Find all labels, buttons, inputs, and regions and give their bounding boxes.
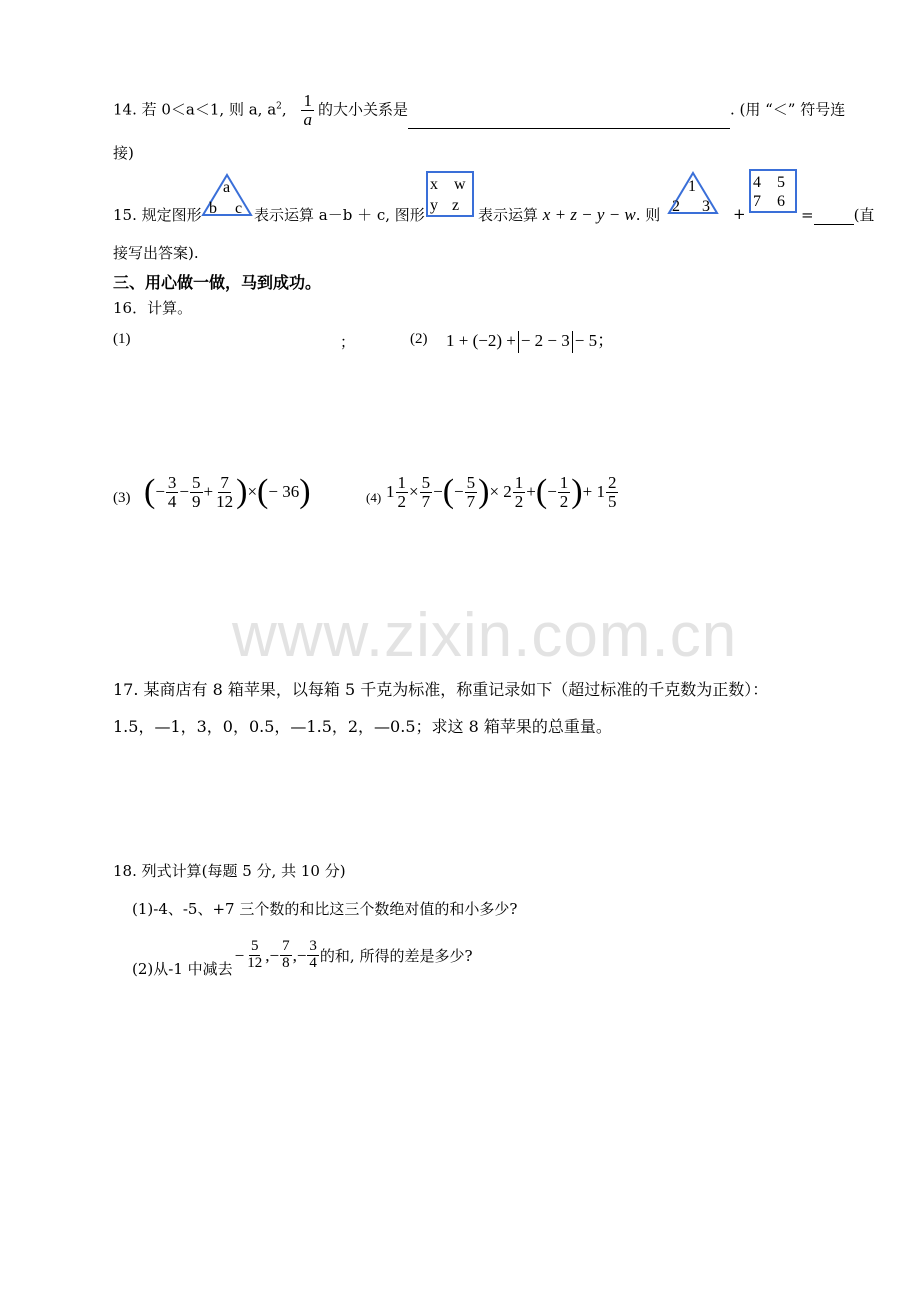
q14-frac-num: 1 bbox=[303, 91, 312, 110]
q15-then: . 则 bbox=[635, 206, 661, 224]
q14-text-d: . (用 “＜” 符号连 bbox=[729, 100, 846, 119]
p3-last: − 36 bbox=[268, 482, 300, 502]
p4-frac1 bbox=[396, 474, 409, 511]
p4-paren-close-2: ) bbox=[571, 473, 583, 511]
paren-open-2: ( bbox=[257, 473, 269, 511]
p4-sign5: − bbox=[547, 482, 557, 502]
p3-frac1-den: 4 bbox=[167, 491, 177, 511]
square-xwyz-figure bbox=[425, 170, 475, 218]
q15-eq: = bbox=[801, 206, 814, 224]
p3-frac3-num: 7 bbox=[220, 473, 229, 492]
p4-frac4-num: 1 bbox=[514, 473, 524, 492]
p4-frac6-num: 2 bbox=[607, 473, 617, 492]
p4-whole1: 1 bbox=[386, 482, 395, 502]
q18-frac1-num: 5 bbox=[250, 938, 259, 955]
sq2-tl: 4 bbox=[753, 174, 761, 191]
p4-frac2-num: 5 bbox=[421, 473, 431, 492]
q18-fractions bbox=[235, 939, 320, 972]
section-3-heading: 三、用心做一做，马到成功。 bbox=[113, 273, 322, 292]
q14-superscript: 2 bbox=[276, 101, 282, 112]
sq2-bl: 7 bbox=[753, 193, 761, 210]
q15-desc2: 表示运算 bbox=[478, 206, 539, 224]
q18-frac1-den: 12 bbox=[247, 955, 263, 971]
abs-bar-left bbox=[518, 331, 519, 353]
p4-frac5-num: 1 bbox=[559, 473, 569, 492]
p4-times2: × 2 bbox=[489, 482, 512, 502]
sq1-tr: w bbox=[454, 176, 466, 193]
question-14 bbox=[113, 92, 845, 129]
q14-text-a: 14. 若 0＜a＜1, 则 a, a bbox=[113, 100, 277, 119]
q18-f2-sign: ,− bbox=[265, 945, 280, 965]
tri2-top: 1 bbox=[688, 178, 696, 195]
tri2-right: 3 bbox=[702, 198, 710, 215]
p4-times1: × bbox=[409, 482, 419, 502]
q16-p1-label: (1) bbox=[113, 331, 131, 347]
q16-p2-b: − 2 − 3 bbox=[520, 331, 570, 350]
q15-answer-group bbox=[801, 204, 874, 225]
q17-line-1: 17. 某商店有 8 箱苹果，以每箱 5 千克为标准，称重记录如下（超过标准的千克数为正数）： bbox=[113, 680, 769, 699]
q16-p4-expression bbox=[386, 474, 619, 511]
p4-frac6-den: 5 bbox=[607, 491, 617, 511]
q15-answer-blank[interactable] bbox=[814, 224, 854, 225]
q18-p2-text-b: 的和, 所得的差是多少? bbox=[319, 947, 473, 965]
square-4576-figure bbox=[748, 168, 798, 214]
p4-frac1-den: 2 bbox=[397, 491, 406, 511]
p3-frac1-num: 3 bbox=[167, 473, 177, 492]
p4-frac3-den: 7 bbox=[466, 491, 476, 511]
tri2-left: 2 bbox=[672, 198, 680, 215]
tri1-right: c bbox=[235, 200, 243, 217]
q18-title: 18. 列式计算(每题 5 分, 共 10 分) bbox=[113, 862, 346, 880]
p4-frac4-den: 2 bbox=[514, 491, 524, 511]
q15-plus: + bbox=[733, 205, 746, 223]
p3-sign3: + bbox=[203, 482, 214, 502]
sq1-bl: y bbox=[430, 197, 438, 214]
p4-frac2 bbox=[420, 474, 433, 511]
q18-frac2 bbox=[280, 939, 292, 972]
q18-part-1: (1)-4、-5、+7 三个数的和比这三个数绝对值的和小多少? bbox=[132, 900, 518, 918]
p3-sign2: − bbox=[179, 482, 190, 502]
q15-desc1: 表示运算 a－b ＋ c, 图形 bbox=[254, 206, 425, 224]
q16-p3-expression bbox=[144, 474, 311, 511]
sq2-tr: 5 bbox=[777, 174, 785, 191]
p4-frac5 bbox=[558, 474, 571, 511]
triangle-123-figure bbox=[667, 170, 719, 216]
triangle-abc-figure bbox=[200, 172, 254, 218]
q16-p2-expression bbox=[446, 326, 614, 353]
p4-frac2-den: 7 bbox=[421, 491, 431, 511]
sq1-tl: x bbox=[430, 176, 438, 193]
sq2-br: 6 bbox=[777, 193, 785, 210]
p4-minus1: − bbox=[433, 482, 443, 502]
q18-part-2 bbox=[132, 932, 473, 979]
q18-frac2-den: 8 bbox=[282, 955, 290, 971]
q18-frac3-num: 3 bbox=[309, 938, 317, 955]
q15-formula: x + z − y − w bbox=[542, 205, 636, 224]
paren-close: ) bbox=[236, 473, 248, 511]
p3-frac2-num: 5 bbox=[192, 473, 201, 492]
p3-frac3-den: 12 bbox=[216, 491, 234, 511]
p4-sign3: − bbox=[454, 482, 464, 502]
q15-line-2: 接写出答案). bbox=[113, 244, 199, 262]
p4-plus1: + bbox=[526, 482, 536, 502]
q14-text-b: , bbox=[281, 100, 287, 119]
p4-paren-open-1: ( bbox=[442, 473, 455, 511]
tri1-top: a bbox=[223, 179, 231, 196]
p4-frac4 bbox=[513, 474, 526, 511]
q16-p1-semicolon: ； bbox=[340, 333, 356, 351]
q16-p2-a: 1 + (−2) + bbox=[446, 331, 516, 350]
q14-text-c: 的大小关系是 bbox=[317, 100, 408, 119]
q18-p2-text-a: (2)从-1 中减去 bbox=[132, 960, 233, 978]
q15-tail: (直 bbox=[853, 206, 875, 224]
p3-sign1: − bbox=[155, 482, 165, 502]
tri1-left: b bbox=[209, 200, 217, 217]
q18-f3-sign: ,− bbox=[292, 945, 307, 965]
q18-f1-sign: − bbox=[234, 945, 245, 965]
paren-open: ( bbox=[144, 473, 156, 511]
q15-desc2-group bbox=[478, 204, 660, 225]
p4-frac1-num: 1 bbox=[397, 473, 406, 492]
q14-fraction bbox=[301, 92, 314, 129]
p3-times: × bbox=[247, 482, 258, 502]
p3-frac2 bbox=[190, 474, 203, 511]
p4-paren-close-1: ) bbox=[478, 473, 490, 511]
q15-label: 15. 规定图形 bbox=[113, 206, 202, 224]
watermark: www.zixin.com.cn bbox=[232, 601, 738, 670]
p4-frac3 bbox=[465, 474, 478, 511]
q14-line-2: 接) bbox=[113, 144, 134, 162]
p4-frac5-den: 2 bbox=[559, 491, 569, 511]
q16-p2-label: (2) bbox=[410, 331, 428, 347]
q18-frac3-den: 4 bbox=[309, 955, 317, 971]
q16-title: 16．计算。 bbox=[113, 299, 193, 317]
q17-line-2: 1.5，—1，3，0，0.5，—1.5，2，—0.5；求这 8 箱苹果的总重量。 bbox=[113, 717, 612, 736]
p4-paren-open-2: ( bbox=[535, 473, 548, 511]
p3-frac1 bbox=[166, 474, 179, 511]
p3-frac2-den: 9 bbox=[192, 491, 201, 511]
p4-plus2: + 1 bbox=[582, 482, 605, 502]
abs-bar-right bbox=[572, 331, 573, 353]
q18-frac2-num: 7 bbox=[282, 938, 290, 955]
p4-frac3-num: 5 bbox=[466, 473, 476, 492]
q18-frac3 bbox=[307, 939, 319, 972]
q16-p2-c: − 5； bbox=[574, 331, 615, 350]
q14-frac-den: a bbox=[303, 109, 312, 129]
q16-p3-label: (3) bbox=[113, 490, 131, 506]
p3-frac3 bbox=[214, 474, 235, 511]
q14-answer-blank[interactable] bbox=[408, 128, 730, 129]
q16-p4-label: (4) bbox=[366, 490, 382, 505]
q18-frac1 bbox=[245, 939, 264, 972]
paren-close-2: ) bbox=[299, 473, 311, 511]
sq1-br: z bbox=[452, 197, 460, 214]
p4-frac6 bbox=[606, 474, 619, 511]
